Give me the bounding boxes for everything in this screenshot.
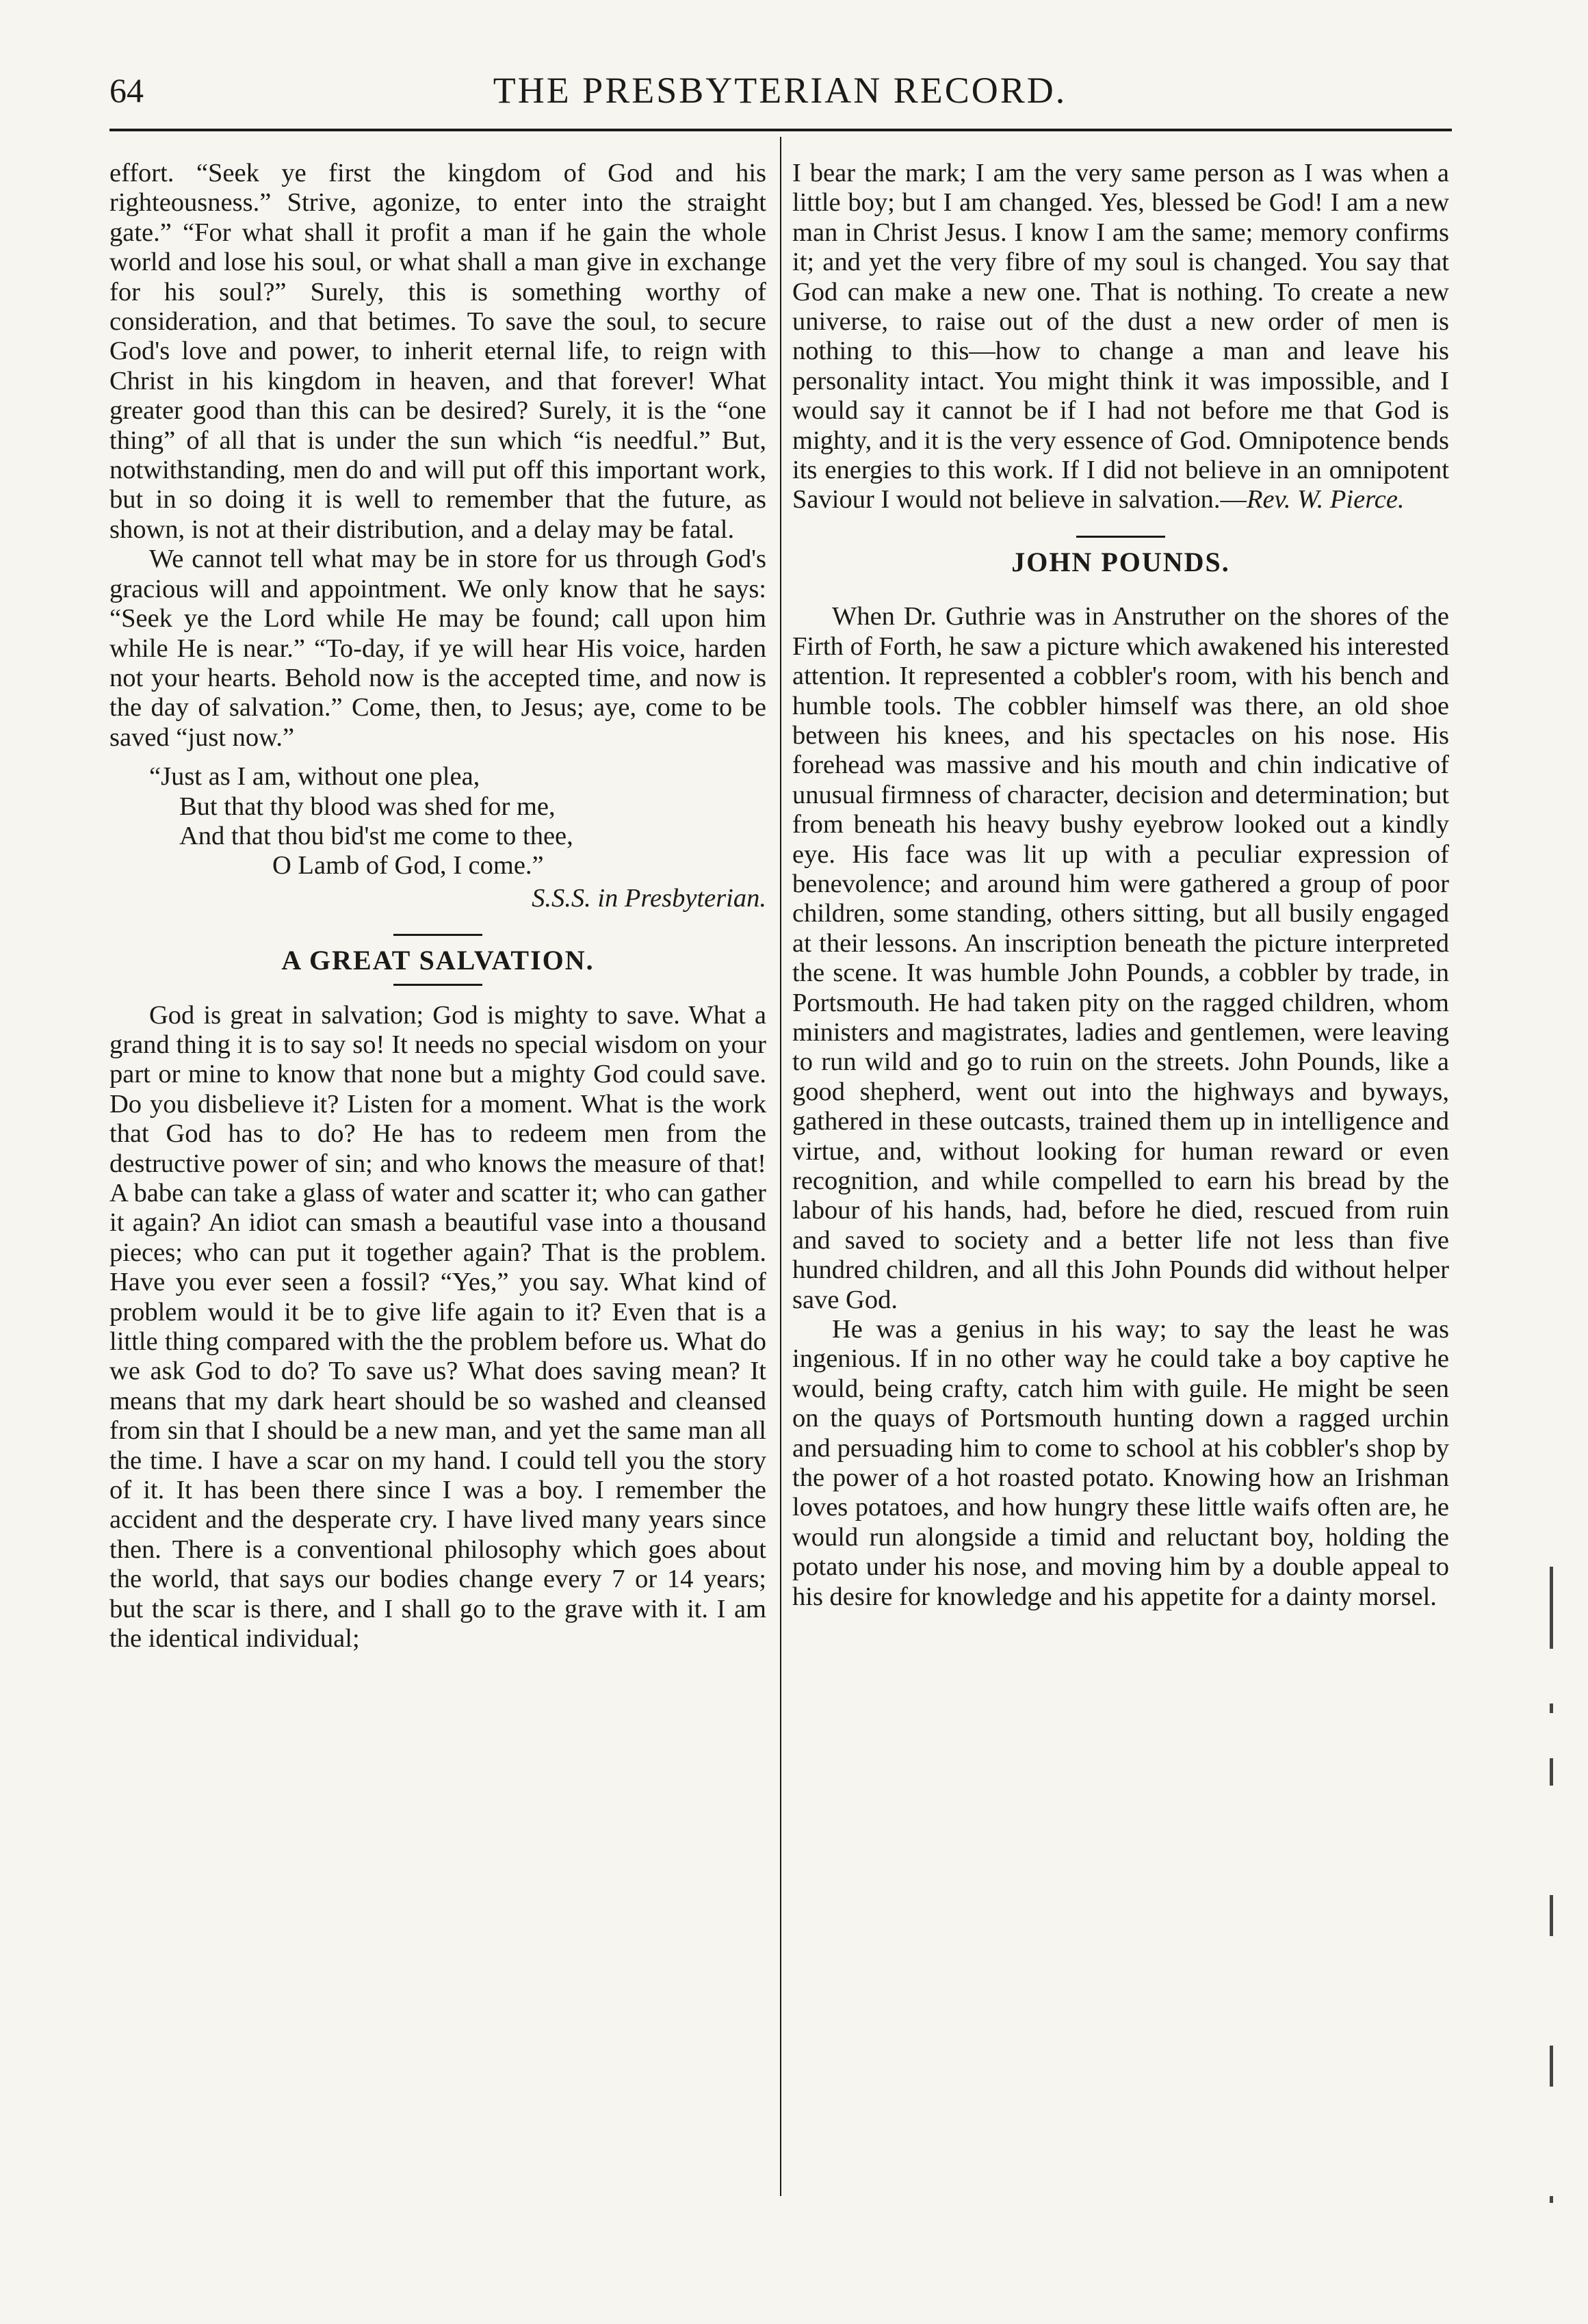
- margin-speck: [1550, 1758, 1553, 1786]
- margin-speck: [1550, 2046, 1553, 2087]
- hymn-attribution: S.S.S. in Presbyterian.: [532, 883, 766, 913]
- hymn-line-3: And that thou bid'st me come to thee,: [179, 821, 573, 850]
- margin-speck: [1550, 1895, 1553, 1936]
- margin-speck: [1550, 1703, 1553, 1713]
- margin-speck: [1550, 2196, 1553, 2203]
- margin-speck: [1550, 1567, 1553, 1649]
- left-column: [109, 159, 766, 1654]
- left-paragraph-2: We cannot tell what may be in store for us through God's gracious will and appointment. We only know that he says: “Seek ye the Lord while He may be found; call upon him while He is near.” “To-day, if ye will hear His voice, harden not your hearts. Behold now is the accepted time, and now is the day of salvation.” Come, then, to Jesus; aye, come to be saved “just now.”: [109, 545, 766, 752]
- running-title: THE PRESBYTERIAN RECORD.: [493, 70, 1067, 111]
- continuation-attribution: Rev. W. Pierce.: [1247, 485, 1405, 514]
- john-pounds-paragraph-1: When Dr. Guthrie was in Anstruther on the shores of the Firth of Forth, he saw a picture which awakened his interested attention. It represented a cobbler's room, with his bench and humble tools. The cobbler himself was there, an old shoe between his knees, and his spectacles on his nose. His forehead was massive and his mouth and chin indicative of unusual firmness of character, decision and determination; but from beneath his heavy bushy eyebrow looked out a kindly eye. His face was lit up with a peculiar expression of benevolence; and around him were gathered a group of poor children, some standing, others sitting, but all busily engaged at their lessons. An inscription beneath the picture interpreted the scene. It was humble John Pounds, a cobbler by trade, in Portsmouth. He had taken pity on the ragged children, whom ministers and magistrates, ladies and gentlemen, were leaving to run wild and go to ruin on the streets. John Pounds, like a good shepherd, went out into the highways and byways, gathered in these outcasts, trained them up in intelligence and virtue, and, without looking for human reward or even recognition, and while compelled to earn his bread by the labour of his hands, had, before he died, rescued from ruin and saved to society and a better life not less than five hundred children, and all this John Pounds did without helper save God.: [792, 602, 1449, 1314]
- hymn-line-4: O Lamb of God, I come.”: [272, 851, 544, 880]
- heading-a-great-salvation: A GREAT SALVATION.: [281, 945, 595, 976]
- left-continuation-paragraph: effort. “Seek ye first the kingdom of God and his righteousness.” Strive, agonize, to enter into the straight gate.” “For what shall it profit a man if he gain the whole world and lose his soul, or what shall a man give in exchange for his soul?” Surely, this is something worthy of consideration, and that betimes. To save the soul, to secure God's love and power, to inherit eternal life, to reign with Christ in his kingdom in heaven, and that forever! What greater good than this can be desired? Surely, it is the “one thing” of all that is under the sun which “is needful.” But, notwithstanding, men do and will put off this important work, but in so doing it is well to remember that the future, as shown, is not at their distribution, and a delay may be fatal.: [109, 159, 766, 544]
- john-pounds-paragraph-2: He was a genius in his way; to say the least he was ingenious. If in no other way he could take a boy captive he would, being crafty, catch him with guile. He might be seen on the quays of Portsmouth hunting down a ragged urchin and persuading him to come to school at his cobbler's shop by the power of a hot roasted potato. Knowing how an Irishman loves potatoes, and how hungry these little waifs often are, he would run alongside a timid and reluctant boy, holding the potato under his nose, and moving him by a double appeal to his desire for knowledge and his appetite for a dainty morsel.: [792, 1315, 1449, 1611]
- right-column: [792, 159, 1449, 1612]
- heading-underline: [1076, 585, 1165, 587]
- section-divider: [1076, 536, 1165, 538]
- column-divider: [780, 137, 781, 2196]
- heading-john-pounds: JOHN POUNDS.: [1011, 546, 1230, 577]
- section-divider: [393, 934, 482, 936]
- margin-specks: [1543, 1553, 1563, 2306]
- page-number: 64: [109, 71, 144, 109]
- right-continuation-text: I bear the mark; I am the very same person as I was when a little boy; but I am changed. Yes, blessed be God! I am a new man in Christ Jesus. I know I am the same; memory confirms it; and yet the very fibre of my soul is changed. You say that God can make a new one. That is nothing. To create a new universe, to raise out of the dust a new order of men is nothing to this—how to change a man and leave his personality intact. You might think it was impossible, and I would say it cannot be if I had not before me that God is mighty, and it is the very essence of God. Omnipotence bends its energies to this work. If I did not believe in an omnipotent Saviour I would not believe in salvation.—: [792, 159, 1449, 514]
- page-header: [109, 63, 1450, 118]
- great-salvation-paragraph: God is great in salvation; God is mighty to save. What a grand thing it is to say so! It needs no special wisdom on your part or mine to know that none but a mighty God could save. Do you disbelieve it? Listen for a moment. What is the work that God has to do? He has to redeem men from the destructive power of sin; and who knows the measure of that! A babe can take a glass of water and scatter it; who can gather it again? An idiot can smash a beautiful vase into a thousand pieces; who can put it together again? That is the problem. Have you ever seen a fossil? “Yes,” you say. What kind of problem would it be to give life again to it? Even that is a little thing compared with the the problem before us. What do we ask God to do? To save us? What does saving mean? It means that my dark heart should be so washed and cleansed from sin that I should be a new man, and yet the same man all the time. I have a scar on my hand. I could tell you the story of it. It has been there since I was a boy. I remember the accident and the desperate cry. I have lived many years since then. There is a conventional philosophy which goes about the world, that says our bodies change every 7 or 14 years; but the scar is there, and I shall go to the grave with it. I am the identical individual;: [109, 1000, 766, 1654]
- header-rule: [109, 129, 1452, 131]
- hymn-line-2: But that thy blood was shed for me,: [179, 792, 556, 821]
- heading-underline: [393, 984, 482, 986]
- hymn-line-1: “Just as I am, without one plea,: [149, 762, 480, 792]
- hymn-quote: [149, 762, 766, 881]
- right-continuation-paragraph: [792, 159, 1449, 515]
